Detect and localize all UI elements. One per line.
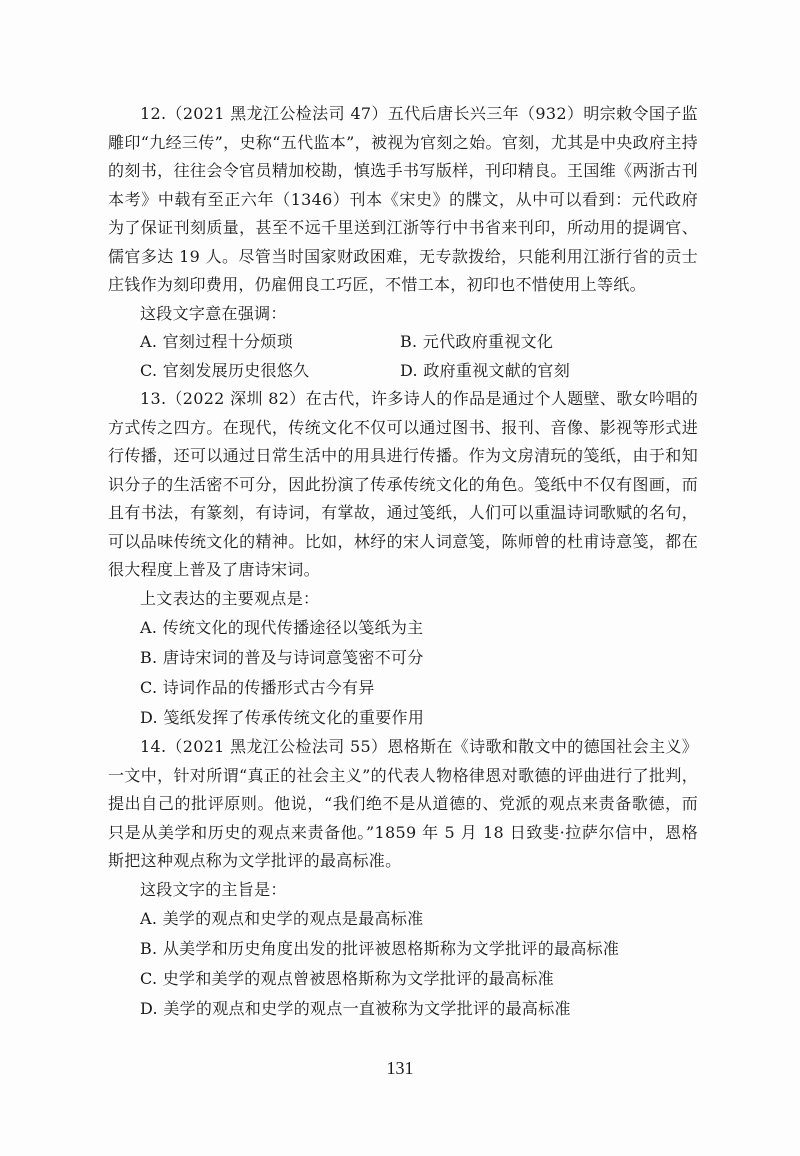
option-d: D. 笺纸发挥了传承传统文化的重要作用 — [140, 708, 425, 727]
option-c: C. 官刻发展历史很悠久 — [140, 360, 310, 380]
option-b: B. 元代政府重视文化 — [400, 332, 554, 351]
option-a: A. 美学的观点和史学的观点是最高标准 — [140, 909, 424, 928]
page-content — [108, 100, 698, 1024]
option-d: D. 美学的观点和史学的观点一直被称为文学批评的最高标准 — [140, 999, 571, 1018]
question-passage: 12.（2021 黑龙江公检法司 47）五代后唐长兴三年（932）明宗敕令国子监雕印“九经三传”，史称“五代监本”，被视为官刻之始。官刻，尤其是中央政府主持的刻书，往往会令官员精加校勘，慎选手书写版样，刊印精良。王国维《两浙古刊本考》中载有至正六年（1346）刊本《宋史》的牒文，从中可以看到：元代政府为了保证刊刻质量，甚至不远千里送到江浙等行中书省来刊印，所动用的提调官、儒官多达 19 人。尽管当时国家财政困难，无专款拨给，只能利用江浙行省的贡士庄钱作为刻印费用，仍雇佣良工巧匠，不惜工本，初印也不惜使用上等纸。 — [108, 104, 698, 294]
question-13 — [108, 385, 698, 733]
question-passage: 14.（2021 黑龙江公检法司 55）恩格斯在《诗歌和散文中的德国社会主义》一文中，针对所谓“真正的社会主义”的代表人物格律恩对歌德的评曲进行了批判，提出自己的批评原则。他说，“我们绝不是从道德的、党派的观点来责备歌德，而只是从美学和历史的观点来责备他。”1859 年 5 月 18 日致斐·拉萨尔信中，恩格斯把这种观点称为文学批评的最高标准。 — [108, 737, 698, 870]
option-b: B. 从美学和历史角度出发的批评被恩格斯称为文学批评的最高标准 — [140, 939, 620, 958]
option-list — [108, 904, 698, 1024]
question-stem: 上文表达的主要观点是： — [140, 588, 320, 608]
question-12 — [108, 100, 698, 385]
option-c: C. 史学和美学的观点曾被恩格斯称为文学批评的最高标准 — [140, 969, 554, 988]
question-stem: 这段文字的主旨是： — [140, 879, 287, 899]
option-list — [108, 613, 698, 733]
option-list — [108, 328, 698, 385]
option-d: D. 政府重视文献的官刻 — [400, 360, 571, 380]
question-stem: 这段文字意在强调： — [140, 303, 287, 323]
option-a: A. 官刻过程十分烦琐 — [140, 332, 294, 351]
page-number: 131 — [386, 1058, 414, 1078]
question-passage: 13.（2022 深圳 82）在古代，许多诗人的作品是通过个人题壁、歌女吟唱的方式传之四方。在现代，传统文化不仅可以通过图书、报刊、音像、影视等形式进行传播，还可以通过日常生活中的用具进行传播。作为文房清玩的笺纸，由于和知识分子的生活密不可分，因此扮演了传承传统文化的角色。笺纸中不仅有图画，而且有书法，有篆刻，有诗词，有掌故，通过笺纸，人们可以重温诗词歌赋的名句，可以品味传统文化的精神。比如，林纾的宋人词意笺，陈师曾的杜甫诗意笺，都在很大程度上普及了唐诗宋词。 — [108, 389, 698, 579]
option-c: C. 诗词作品的传播形式古今有异 — [140, 678, 375, 697]
option-b: B. 唐诗宋词的普及与诗词意笺密不可分 — [140, 648, 424, 667]
question-14 — [108, 733, 698, 1024]
option-a: A. 传统文化的现代传播途径以笺纸为主 — [140, 618, 424, 637]
